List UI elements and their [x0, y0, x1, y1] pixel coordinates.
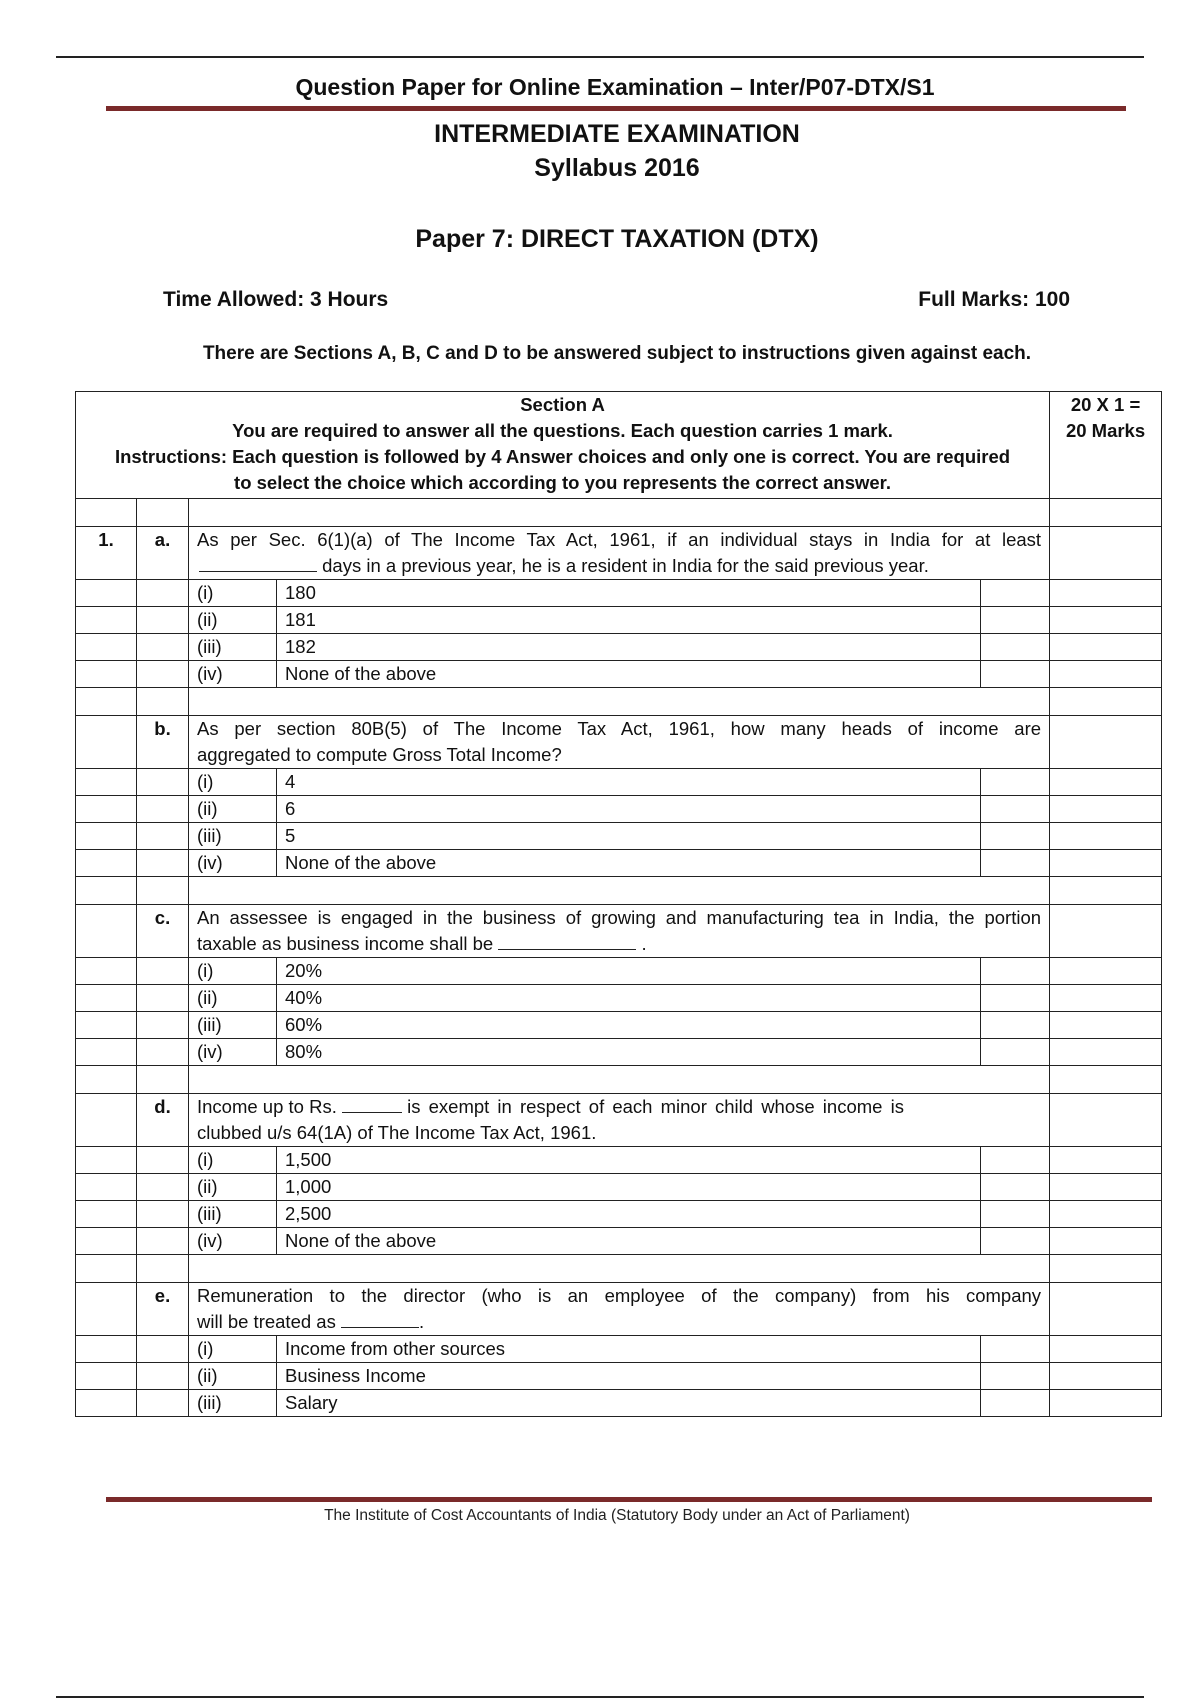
option-row: (ii) 6 — [76, 796, 1162, 823]
spacer-row — [76, 499, 1162, 527]
question-label: d. — [137, 1094, 189, 1147]
question-row-c — [76, 905, 1162, 958]
option-row: (iii) 182 — [76, 634, 1162, 661]
section-header-row — [76, 392, 1162, 499]
question-label: e. — [137, 1283, 189, 1336]
question-label: a. — [137, 527, 189, 580]
option-row: (ii) 181 — [76, 607, 1162, 634]
question-row-b — [76, 716, 1162, 769]
section-marks-line-1: 20 X 1 = — [1070, 394, 1141, 415]
option-row: (iv) None of the above — [76, 850, 1162, 877]
spacer-row — [76, 1255, 1162, 1283]
option-row: (ii) 40% — [76, 985, 1162, 1012]
footer-text: The Institute of Cost Accountants of India (Statutory Body under an Act of Parliament) — [324, 1507, 910, 1524]
option-row: (iii) Salary — [76, 1390, 1162, 1417]
syllabus-title: Syllabus 2016 — [534, 154, 700, 182]
full-marks: Full Marks: 100 — [918, 288, 1070, 311]
section-line-1: You are required to answer all the questions. Each question carries 1 mark. — [232, 420, 893, 441]
section-marks-line-2: 20 Marks — [1065, 420, 1146, 441]
option-row: (iv) None of the above — [76, 1228, 1162, 1255]
spacer-row — [76, 1066, 1162, 1094]
section-line-2: Instructions: Each question is followed by 4 Answer choices and only one is correct. You are required — [114, 446, 1011, 467]
page-header-title: Question Paper for Online Examination – Inter/P07-DTX/S1 — [295, 74, 935, 100]
option-row: (i) 20% — [76, 958, 1162, 985]
answer-blank — [342, 1094, 402, 1113]
section-title: Section A — [520, 394, 605, 415]
general-instruction: There are Sections A, B, C and D to be answered subject to instructions given against each. — [202, 343, 1032, 364]
option-row: (i) 4 — [76, 769, 1162, 796]
question-text: Remuneration to the director (who is an employee of the company) from his company will be treated as . — [189, 1283, 1050, 1336]
answer-blank — [341, 1309, 419, 1328]
question-table — [75, 391, 1162, 1417]
option-row: (i) 180 — [76, 580, 1162, 607]
option-row: (iii) 5 — [76, 823, 1162, 850]
time-allowed: Time Allowed: 3 Hours — [163, 288, 389, 311]
answer-blank — [199, 553, 317, 572]
question-row-a — [76, 527, 1162, 580]
option-row: (iii) 2,500 — [76, 1201, 1162, 1228]
exam-title: INTERMEDIATE EXAMINATION — [434, 120, 800, 148]
option-row: (i) 1,500 — [76, 1147, 1162, 1174]
spacer-row — [76, 877, 1162, 905]
spacer-row — [76, 688, 1162, 716]
question-text: As per Sec. 6(1)(a) of The Income Tax Act, 1961, if an individual stays in India for at least days in a previous year, he is a resident in India for the said previous year. — [189, 527, 1050, 580]
header-divider — [106, 106, 1126, 111]
question-number: 1. — [76, 527, 137, 580]
section-line-3: to select the choice which according to you represents the correct answer. — [234, 472, 891, 493]
option-row: (iv) None of the above — [76, 661, 1162, 688]
question-label: b. — [137, 716, 189, 769]
answer-blank — [498, 931, 636, 950]
question-text: As per section 80B(5) of The Income Tax Act, 1961, how many heads of income are aggregated to compute Gross Total Income? — [189, 716, 1050, 769]
option-row: (i) Income from other sources — [76, 1336, 1162, 1363]
question-row-d — [76, 1094, 1162, 1147]
question-text: An assessee is engaged in the business of growing and manufacturing tea in India, the portion taxable as business income shall be . — [189, 905, 1050, 958]
question-row-e — [76, 1283, 1162, 1336]
option-row: (iv) 80% — [76, 1039, 1162, 1066]
bottom-rule — [56, 1696, 1144, 1698]
top-rule — [56, 56, 1144, 58]
footer-divider — [106, 1497, 1152, 1502]
option-row: (ii) 1,000 — [76, 1174, 1162, 1201]
question-text: Income up to Rs. is exempt in respect of each minor child whose income is clubbed u/s 64(1A) of The Income Tax Act, 1961. — [189, 1094, 1050, 1147]
option-row: (ii) Business Income — [76, 1363, 1162, 1390]
paper-title: Paper 7: DIRECT TAXATION (DTX) — [415, 225, 819, 253]
question-label: c. — [137, 905, 189, 958]
option-row: (iii) 60% — [76, 1012, 1162, 1039]
